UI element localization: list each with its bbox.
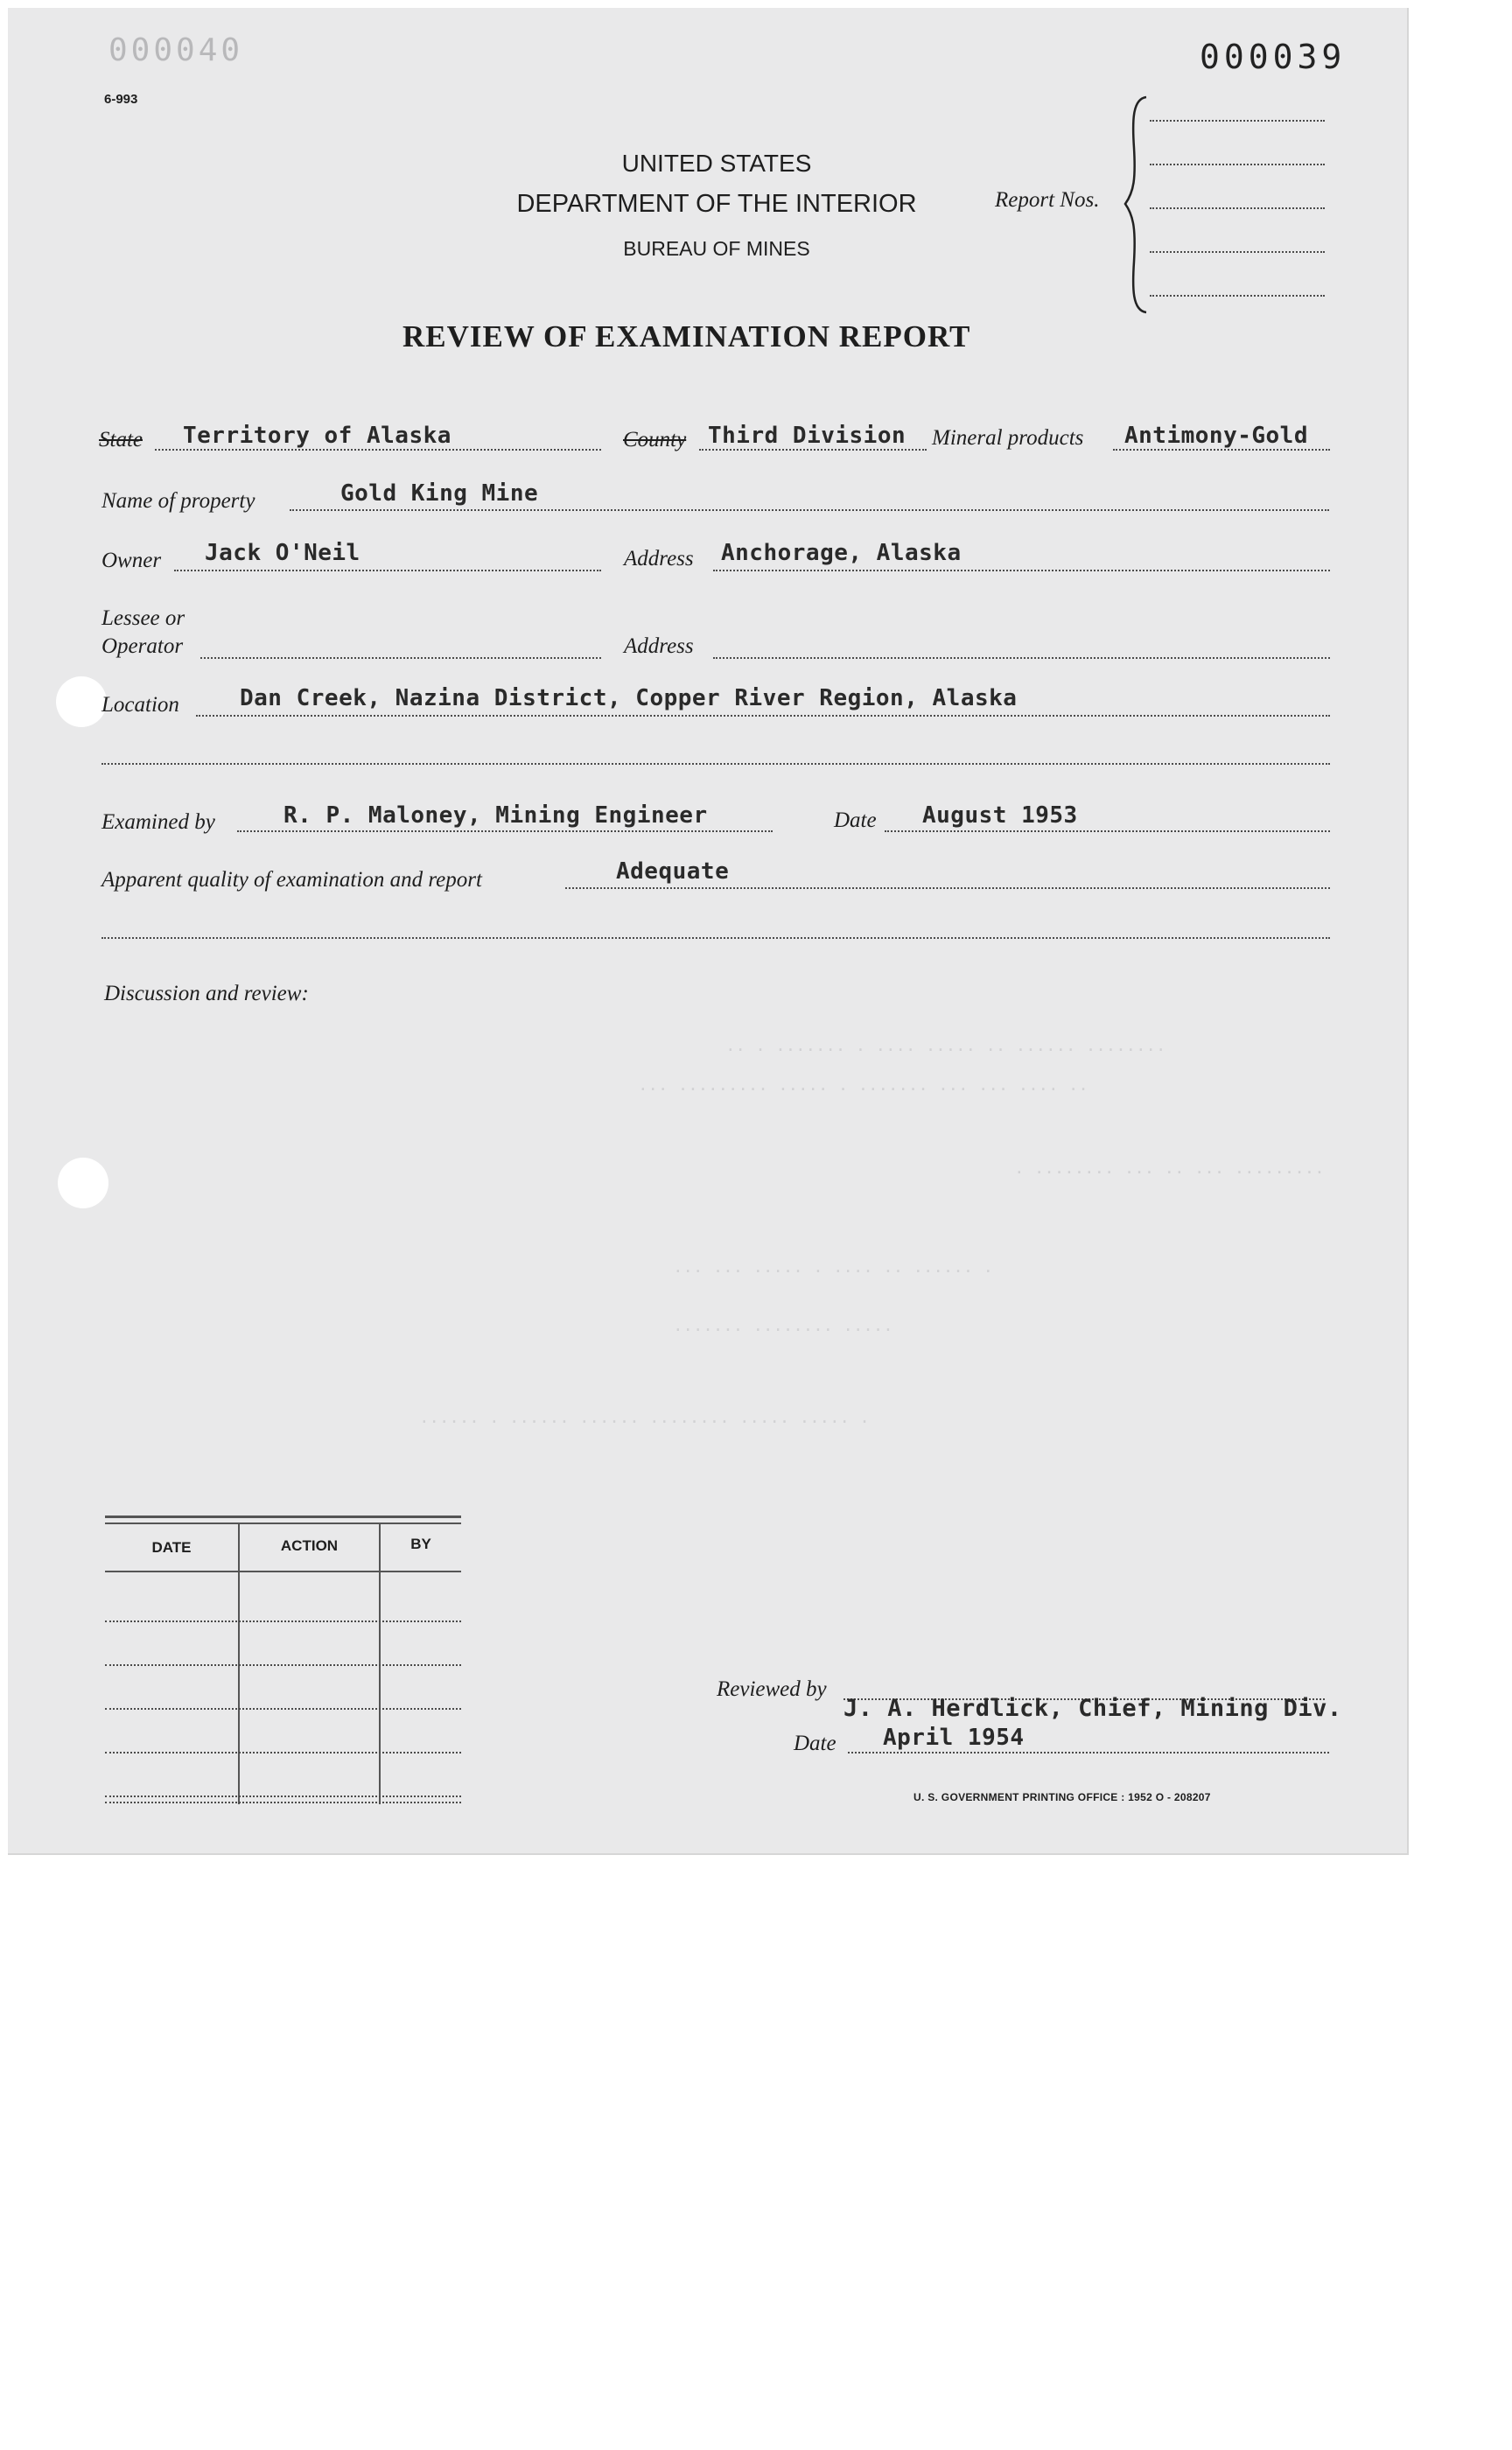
address-label: Address bbox=[624, 547, 694, 570]
table-header-date: DATE bbox=[151, 1539, 192, 1556]
location-value: Dan Creek, Nazina District, Copper River Region, Alaska bbox=[240, 685, 1018, 711]
county-value: Third Division bbox=[708, 423, 906, 449]
report-nos-label: Report Nos. bbox=[995, 188, 1100, 212]
address-value: Anchorage, Alaska bbox=[721, 540, 962, 566]
examined-value: R. P. Maloney, Mining Engineer bbox=[284, 802, 708, 829]
state-label: State bbox=[99, 428, 143, 452]
table-header-action: ACTION bbox=[280, 1537, 339, 1554]
report-nos-brace-icon bbox=[1124, 95, 1150, 314]
exam-date-label: Date bbox=[834, 808, 877, 832]
reviewed-by-label: Reviewed by bbox=[717, 1677, 827, 1701]
punch-hole-lower bbox=[58, 1158, 108, 1208]
reviewed-by-value: J. A. Herdlick, Chief, Mining Div. bbox=[844, 1695, 1342, 1722]
lessee-label: Lessee or bbox=[102, 606, 186, 630]
document-number: 000039 bbox=[1200, 38, 1347, 76]
quality-value: Adequate bbox=[616, 858, 730, 885]
address2-label: Address bbox=[624, 634, 694, 658]
discussion-label: Discussion and review: bbox=[104, 982, 309, 1005]
table-header-by: BY bbox=[410, 1536, 431, 1552]
review-date-value: April 1954 bbox=[883, 1725, 1025, 1751]
quality-label: Apparent quality of examination and report bbox=[102, 868, 482, 892]
faint-stamp-number: 000040 bbox=[108, 32, 244, 68]
printing-office-footer: U. S. GOVERNMENT PRINTING OFFICE : 1952 O - 208207 bbox=[914, 1791, 1211, 1803]
property-label: Name of property bbox=[102, 489, 256, 513]
report-title: REVIEW OF EXAMINATION REPORT bbox=[402, 319, 971, 354]
review-date-label: Date bbox=[794, 1732, 836, 1755]
examined-label: Examined by bbox=[102, 810, 215, 834]
org-bureau: BUREAU OF MINES bbox=[623, 237, 810, 260]
county-label: County bbox=[623, 428, 687, 452]
owner-label: Owner bbox=[102, 549, 162, 572]
form-number: 6-993 bbox=[104, 92, 138, 107]
org-united-states: UNITED STATES bbox=[621, 150, 812, 177]
operator-label: Operator bbox=[102, 634, 184, 658]
property-value: Gold King Mine bbox=[340, 480, 539, 507]
location-label: Location bbox=[102, 693, 179, 717]
form-sheet: ········ ······ ·· ····· ···· · ······· · ·· ·· ···· ··· ··· ······· · ····· ········· ··· ········· ··· ·· ··· ········ · · ······ ·· ···· · ····· ··· ··· ····· ········ ······· · ····· ····· ········ ······ ······ · ······ 000040 6-993 000039 UNITED STATES DEPARTMENT OF THE INTERIOR BUREAU OF MINES Report Nos. REVIEW OF EXAMINATION REPORT State Territory of Alaska County Third Division Mineral products Antimony-Gold Name of property Gold King Mine Owner Jack O'Neil Address Anchorage, Alaska Lessee or Operator Address Location Dan Creek, Nazina District, Copper River Region, Alaska Examined by R. P. Maloney, Mining Engineer Date August 1953 Apparent quality of examination and report Adequate Discussion and review: DATE ACTION BY Reviewed by J. A. Herdlick, Chief, Mining Div. Date April 1954 U. S. GOVERNMENT PRINTING OFFICE : 1952 O - 208207 bbox=[8, 8, 1409, 1855]
mineral-label: Mineral products bbox=[932, 426, 1084, 450]
mineral-value: Antimony-Gold bbox=[1124, 423, 1308, 449]
org-department: DEPARTMENT OF THE INTERIOR bbox=[516, 190, 917, 218]
owner-value: Jack O'Neil bbox=[205, 540, 360, 566]
exam-date-value: August 1953 bbox=[922, 802, 1078, 829]
state-value: Territory of Alaska bbox=[183, 423, 452, 449]
punch-hole-upper bbox=[56, 676, 107, 727]
